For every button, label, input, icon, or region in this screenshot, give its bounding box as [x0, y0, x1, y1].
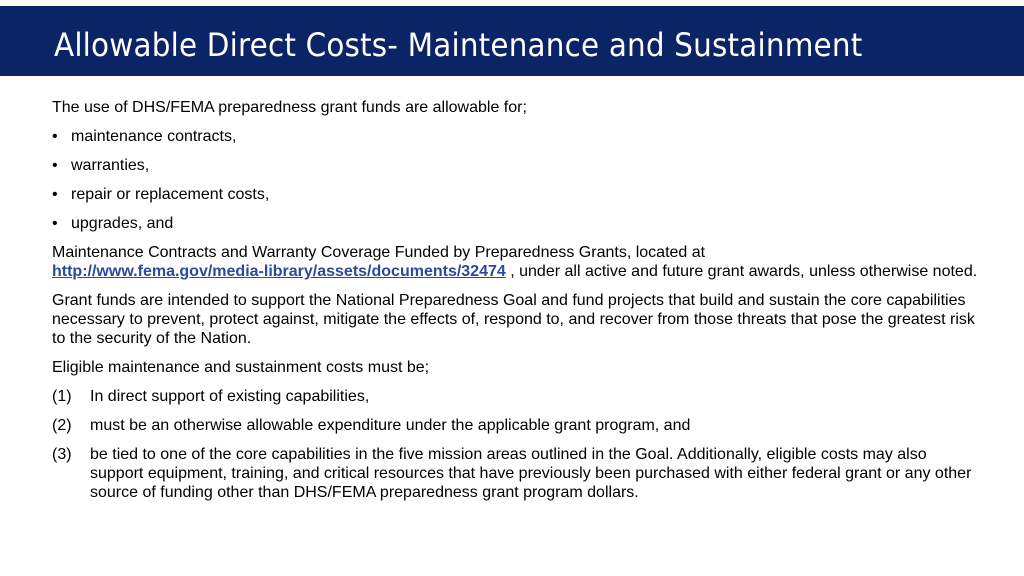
slide-title: Allowable Direct Costs- Maintenance and Sustainment: [54, 26, 863, 64]
bullet-item: [52, 214, 982, 233]
bullet-item: [52, 185, 982, 204]
maintenance-text-after: , under all active and future grant awards, unless otherwise noted.: [505, 263, 978, 280]
bullet-text: repair or replacement costs,: [71, 186, 270, 203]
item-text: In direct support of existing capabilities,: [90, 388, 370, 405]
bullet-mark: •: [52, 128, 58, 145]
title-bar: [0, 6, 1024, 76]
intro-text: The use of DHS/FEMA preparedness grant funds are allowable for;: [52, 99, 527, 116]
maintenance-paragraph: [52, 243, 982, 281]
fema-document-link[interactable]: http://www.fema.gov/media-library/assets/documents/32474: [52, 263, 506, 280]
bullet-item: [52, 127, 982, 146]
maintenance-text-before: Maintenance Contracts and Warranty Coverage Funded by Preparedness Grants, located at: [52, 244, 706, 261]
bullet-text: warranties,: [71, 157, 150, 174]
numbered-item: [52, 445, 982, 502]
numbered-item: [52, 416, 982, 435]
grant-paragraph: Grant funds are intended to support the National Preparedness Goal and fund projects that build and sustain the core capabilities necessary to prevent, protect against, mitigate the effects of, respond to, and recover from those threats that pose the greatest risk to the security of the Nation.: [52, 292, 975, 347]
item-number: (1): [52, 388, 72, 405]
item-number: (3): [52, 446, 72, 463]
item-text: must be an otherwise allowable expenditure under the applicable grant program, and: [90, 417, 691, 434]
item-number: (2): [52, 417, 72, 434]
bullet-text: upgrades, and: [71, 215, 174, 232]
slide-content: [52, 98, 982, 512]
bullet-item: [52, 156, 982, 175]
bullet-mark: •: [52, 215, 58, 232]
eligible-intro: Eligible maintenance and sustainment costs must be;: [52, 359, 430, 376]
bullet-text: maintenance contracts,: [71, 128, 237, 145]
bullet-mark: •: [52, 157, 58, 174]
item-text: be tied to one of the core capabilities in the five mission areas outlined in the Goal. Additionally, eligible costs may also support equipment, training, and critical resources that have previously been purchased with either federal grant or any other source of funding other than DHS/FEMA preparedness grant program dollars.: [90, 446, 972, 501]
numbered-item: [52, 387, 982, 406]
bullet-mark: •: [52, 186, 58, 203]
